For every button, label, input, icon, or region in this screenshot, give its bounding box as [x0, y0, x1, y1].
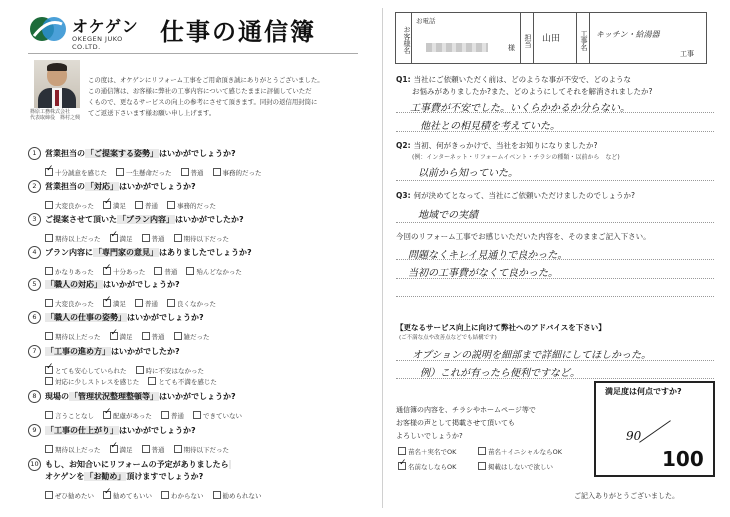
checkbox-icon[interactable] — [45, 445, 53, 453]
advice-heading: 【更なるサービス向上に向けて弊社へのアドバイスを下さい】 — [396, 323, 606, 332]
score-slash — [639, 420, 671, 443]
checkbox-icon[interactable] — [45, 491, 53, 499]
checkbox-icon[interactable] — [45, 332, 53, 340]
publish-question-1: 通信簿の内容を、チラシやホームページ等で — [396, 406, 536, 414]
score-title: 満足度は何点ですか? — [605, 387, 682, 396]
checkbox-icon[interactable] — [45, 377, 53, 385]
answer-option[interactable]: ✓ 配慮があった — [103, 411, 152, 420]
answer-option[interactable]: かなりあった — [45, 267, 94, 276]
answer-option[interactable]: ぜひ勧めたい — [45, 491, 94, 500]
publish-option[interactable]: ✓名前なしならOK — [398, 462, 456, 471]
question-text: 営業担当の「ご提案する姿勢」はいかがでしょうか? — [45, 149, 236, 158]
answer-option[interactable]: 普通 — [142, 332, 165, 341]
q3-text: Q3: 何が決めてとなって、当社にご依頼いただけましたのでしょうか? — [396, 191, 635, 200]
checkbox-icon[interactable] — [181, 168, 189, 176]
question-number: 1 — [28, 147, 41, 160]
checkbox-icon[interactable] — [103, 267, 111, 275]
checkbox-icon[interactable] — [174, 234, 182, 242]
checkbox-icon[interactable] — [167, 201, 175, 209]
answer-option[interactable]: 期待以上だった — [45, 234, 101, 243]
answer-option[interactable]: 普通 — [142, 234, 165, 243]
customer-info-box — [395, 12, 707, 64]
answer-options — [45, 485, 271, 504]
answer-option[interactable]: 一生懸命だった — [116, 168, 172, 177]
question-text: もし、お知合いにリフォームの予定がありましたら — [45, 460, 229, 469]
publish-question-2: お客様の声として掲載させて頂いても — [396, 419, 515, 427]
answer-option[interactable]: わからない — [161, 491, 204, 500]
q2-text: Q2: 当初、何がきっかけで、当社をお知りになりましたか? — [396, 141, 598, 150]
work-suffix: 工事 — [680, 50, 694, 58]
answer-option[interactable]: ✓ 満足 — [110, 234, 133, 243]
q2-example: (例：インターネット・リフォームイベント・チラシの種類・以前から など) — [412, 154, 620, 161]
question-number: 8 — [28, 390, 41, 403]
checkbox-icon[interactable] — [142, 234, 150, 242]
answer-option[interactable]: 普通 — [161, 411, 184, 420]
answer-options — [45, 261, 251, 280]
redacted-name — [426, 43, 488, 52]
answer-option[interactable]: ✓ 満足 — [110, 445, 133, 454]
advice-answer-2: 例）これが有ったら便利ですなど。 — [420, 368, 580, 379]
checkbox-icon[interactable] — [398, 447, 406, 455]
answer-option[interactable]: ✓ 満足 — [103, 299, 126, 308]
checkbox-icon[interactable] — [161, 411, 169, 419]
answer-line — [396, 180, 714, 181]
checkbox-icon[interactable] — [110, 234, 118, 242]
logo-subtitle: OKEGEN JUKO CO.LTD. — [72, 35, 123, 51]
answer-option[interactable]: ✓十分誠意を感じた — [45, 168, 107, 177]
answer-option[interactable]: ✓ 満足 — [103, 201, 126, 210]
answer-options — [45, 326, 219, 345]
checkbox-icon[interactable] — [213, 168, 221, 176]
answer-line — [396, 296, 714, 297]
president-photo — [34, 60, 80, 108]
president-caption: 篠原工務株式会社 代表取締役 篠村之興 — [30, 109, 81, 121]
answer-line — [396, 378, 714, 379]
checkbox-icon[interactable] — [142, 445, 150, 453]
staff-label: 担当 — [520, 13, 534, 63]
answer-option[interactable]: ✓ 満足 — [110, 332, 133, 341]
intro-text: この度は、オケゲンにリフォーム工事をご用命頂き誠にありがとうございました。 この通信簿は、お客様に弊社の工事内容について感じたままに評価していただ くもので、更なるサービスの向上の参考にさせて頂きます。同封の返信用封筒に てご返送下さいます様お願い申し上げます。 — [88, 76, 324, 117]
question-number: 9 — [28, 424, 41, 437]
question-text-line2: オケゲンを「お勧め」頂けますでしょうか? — [45, 472, 204, 481]
answer-option[interactable]: 期待以下だった — [174, 445, 230, 454]
work-label: 工事名 — [576, 13, 590, 63]
answer-option[interactable]: 良くなかった — [167, 299, 216, 308]
checkbox-icon[interactable] — [116, 168, 124, 176]
checkbox-icon[interactable] — [103, 411, 111, 419]
checkbox-icon[interactable] — [103, 491, 111, 499]
q1-text-line2: お悩みがありましたか?また、どのようにしてそれを解消されましたか? — [412, 87, 653, 96]
answer-option[interactable]: 大変良かった — [45, 201, 94, 210]
answer-option[interactable]: 言うことなし — [45, 411, 94, 420]
answer-line — [396, 259, 714, 260]
answer-options — [45, 371, 226, 390]
checkbox-icon[interactable] — [142, 332, 150, 340]
publish-option[interactable]: 苗名＋イニシャルならOK — [478, 447, 562, 456]
checkbox-icon[interactable] — [135, 299, 143, 307]
checkbox-icon[interactable] — [193, 411, 201, 419]
answer-option[interactable]: できていない — [193, 411, 242, 420]
answer-option[interactable]: 勧められない — [213, 491, 262, 500]
checkbox-icon[interactable] — [161, 491, 169, 499]
answer-option[interactable]: 普通 — [135, 201, 158, 210]
question-number: 3 — [28, 213, 41, 226]
q1-answer-1: 工事費が不安でした。いくらかかるか分らない。 — [410, 103, 630, 114]
question-text: 「工事の進め方」はいかがでしたか? — [46, 347, 180, 356]
logo-mark-icon — [28, 14, 68, 44]
question-number: 6 — [28, 311, 41, 324]
customer-name-label: お客様名 — [396, 13, 412, 63]
checkbox-icon[interactable] — [45, 299, 53, 307]
header-rule — [28, 53, 358, 54]
review-answer-1: 問題なくキレイ見通りで良かった。 — [408, 250, 568, 261]
question-text: プラン内容に「専門家の意見」はありましたでしょうか? — [45, 248, 252, 257]
checkbox-icon[interactable] — [45, 267, 53, 275]
answer-line — [396, 131, 714, 132]
checkbox-icon[interactable] — [103, 201, 111, 209]
checkbox-icon[interactable] — [478, 447, 486, 455]
publish-option[interactable]: 掲載はしないで欲しい — [478, 462, 553, 471]
q1-answer-2: 他社との相見積を考えていた。 — [420, 121, 560, 132]
checkbox-icon[interactable] — [110, 445, 118, 453]
thanks-message: ご記入ありがとうございました。 — [574, 492, 679, 500]
phone-label: お電話 — [416, 17, 436, 25]
answer-option[interactable]: 普通 — [181, 168, 204, 177]
answer-options — [45, 228, 238, 247]
score-max: 100 — [662, 447, 704, 471]
checkbox-icon[interactable] — [213, 491, 221, 499]
answer-option[interactable]: 普通 — [154, 267, 177, 276]
honorific: 様 — [508, 44, 515, 52]
checkbox-icon[interactable] — [110, 332, 118, 340]
question-text: 「職人の対応」はいかがでしょうか? — [46, 280, 180, 289]
answer-option[interactable]: 事務的だった — [213, 168, 262, 177]
staff-name: 山田 — [542, 34, 561, 44]
answer-options — [45, 293, 225, 312]
answer-line — [396, 112, 714, 113]
answer-options — [45, 195, 225, 214]
answer-option[interactable]: 期待以上だった — [45, 332, 101, 341]
company-logo — [28, 12, 148, 52]
answer-option[interactable]: 期待以下だった — [174, 234, 230, 243]
checkbox-icon[interactable] — [478, 462, 486, 470]
answer-options — [45, 439, 238, 458]
answer-option[interactable]: 事務的だった — [167, 201, 216, 210]
answer-option[interactable]: 期待以上だった — [45, 445, 101, 454]
column-divider — [382, 8, 383, 508]
logo-name: オケゲン — [72, 17, 139, 36]
question-number: 4 — [28, 246, 41, 259]
q2-answer: 以前から知っていた。 — [418, 168, 518, 179]
publish-option[interactable]: 苗名＋実名でOK — [398, 447, 456, 456]
checkbox-icon[interactable] — [45, 411, 53, 419]
work-name: キッチン・給湯器 — [596, 30, 660, 39]
checkbox-icon[interactable] — [45, 201, 53, 209]
answer-options — [45, 162, 271, 181]
checkbox-icon[interactable] — [45, 234, 53, 242]
answer-line — [396, 360, 714, 361]
answer-option[interactable]: ✓ 十分あった — [103, 267, 145, 276]
answer-option[interactable]: ✓ 勧めてもいい — [103, 491, 152, 500]
page-title: 仕事の通信簿 — [160, 18, 316, 46]
answer-option[interactable]: 普通 — [135, 299, 158, 308]
checkbox-icon[interactable] — [174, 445, 182, 453]
answer-line — [396, 222, 714, 223]
checkbox-icon[interactable] — [186, 267, 194, 275]
question-number: 10 — [28, 458, 41, 471]
answer-option[interactable]: 雑だった — [174, 332, 210, 341]
checkbox-icon[interactable] — [148, 377, 156, 385]
answer-option[interactable]: とても不満を感じた — [148, 377, 217, 386]
question-number: 5 — [28, 278, 41, 291]
answer-option[interactable]: 時に不安はなかった — [136, 366, 205, 375]
checkbox-icon[interactable] — [135, 201, 143, 209]
question-text: 「工事の仕上がり」はいかがでしょうか? — [46, 426, 196, 435]
checkbox-icon[interactable] — [167, 299, 175, 307]
answer-option[interactable]: 普通 — [142, 445, 165, 454]
checkbox-icon[interactable] — [45, 168, 53, 176]
question-text: 「職人の仕事の姿勢」はいかがでしょうか? — [46, 313, 204, 322]
q1-text: Q1: 当社にご依頼いただく前は、どのような事が不安で、どのような — [396, 75, 631, 84]
checkbox-icon[interactable] — [154, 267, 162, 275]
answer-option[interactable]: 殆んどなかった — [186, 267, 242, 276]
review-question: 今回のリフォーム工事でお感じいただいた内容を、そのままご記入下さい。 — [396, 232, 651, 241]
advice-answer-1: オプションの説明を細部まで詳細にしてほしかった。 — [412, 350, 652, 361]
question-number: 7 — [28, 345, 41, 358]
score-value: 90 — [626, 429, 642, 443]
question-text: 営業担当の「対応」はいかがでしょうか? — [45, 182, 196, 191]
advice-subheading: (ご不満な点や改善点などでも結構です) — [399, 335, 497, 341]
answer-option[interactable]: 対応に少しストレスを感じた — [45, 377, 139, 386]
checkbox-icon[interactable] — [103, 299, 111, 307]
question-number: 2 — [28, 180, 41, 193]
checkbox-icon[interactable] — [398, 462, 406, 470]
review-answer-2: 当初の工事費がなくて良かった。 — [408, 268, 558, 279]
checkbox-icon[interactable] — [174, 332, 182, 340]
question-text: 現場の「管理状況整理整頓等」はいかがでしょうか? — [45, 392, 236, 401]
answer-option[interactable]: 大変良かった — [45, 299, 94, 308]
answer-option[interactable]: ✓とても安心していられた — [45, 366, 127, 375]
q3-answer: 地域での実績 — [418, 210, 478, 221]
publish-question-3: よろしいでしょうか? — [396, 432, 463, 440]
question-text: ご提案させて頂いた「プラン内容」はいかがでしたか? — [45, 215, 244, 224]
answer-options — [45, 405, 251, 424]
score-box — [594, 381, 715, 477]
answer-line — [396, 278, 714, 279]
